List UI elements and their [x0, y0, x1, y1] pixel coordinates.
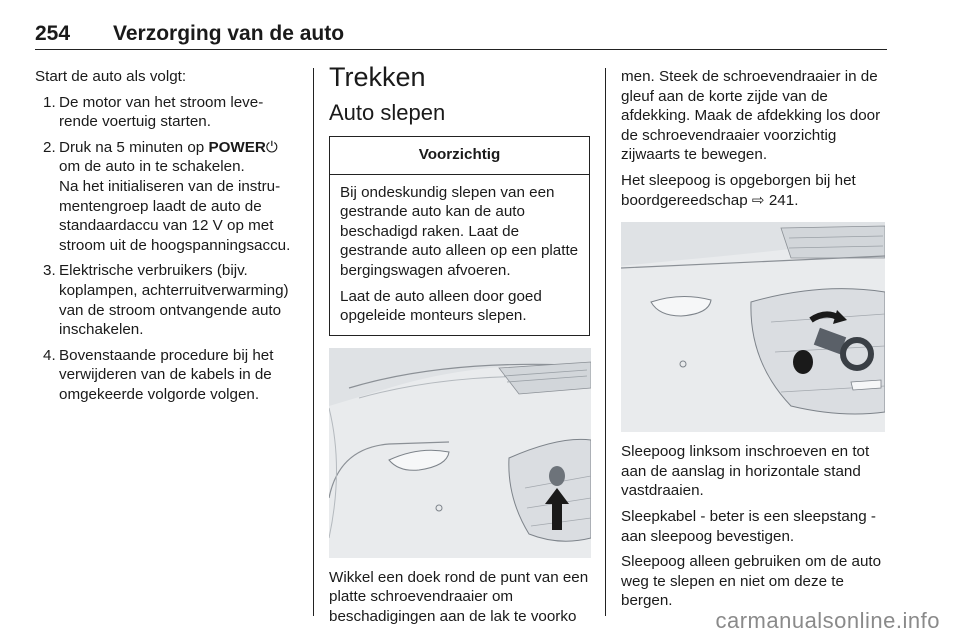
power-label: POWER	[208, 138, 266, 156]
page-number: 254	[35, 22, 71, 45]
tow-eye-illustration	[621, 222, 885, 432]
step-text: De motor van het stroom leverende voertuig starten.	[59, 93, 264, 131]
page-title: Verzorging van de auto	[113, 22, 345, 45]
column-3	[621, 67, 887, 611]
power-icon: ⏻	[265, 138, 278, 156]
intro-text: Start de auto als volgt:	[35, 68, 187, 85]
continuation-text: men. Steek de schroevendraaier in de gleuf aan de korte zijde van de afdekking. Maak de afdekking los door de schroevendraaier voorzichtig zijwaarts te bewegen.	[621, 68, 881, 164]
tow-eye-text: Het sleepoog is opgeborgen bij het boordgereedschap	[621, 171, 856, 209]
subsection-title: Auto slepen	[329, 100, 446, 125]
step-text-part: om de auto in te schakelen.	[59, 158, 245, 176]
column-divider-left	[313, 68, 314, 616]
step-text: Elektrische verbruikers (bijv. koplampen, achterruitverwarming) van de stroom ontvangende auto inschakelen.	[59, 262, 289, 339]
section-title: Trekken	[329, 62, 426, 92]
instruction-paragraph: Sleepkabel - beter is een sleepstang - aan sleepoog bevestigen.	[621, 507, 876, 545]
instruction-paragraph: Sleepoog alleen gebruiken om de auto weg te slepen en niet om deze te bergen.	[621, 553, 882, 610]
step-number: 3.	[43, 262, 56, 280]
list-item	[35, 346, 297, 405]
caution-title: Voorzichtig	[330, 137, 589, 175]
step-note: Na het initialiseren van de instrumentengroep laadt de auto de standaardaccu van 12 V op met stroom uit de hoogspanningsaccu.	[59, 177, 291, 254]
column-1	[35, 67, 297, 405]
caution-body	[330, 175, 589, 335]
step-text	[59, 138, 297, 177]
body-text: Wikkel een doek rond de punt van een platte schroevendraaier om beschadigingen aan de lak te voorko	[329, 568, 589, 625]
steps-list	[35, 93, 297, 405]
tow-eye-location-text: Het sleepoog is opgeborgen bij het boordgereedschap ⇨ 241.	[621, 171, 856, 209]
header-rule	[35, 49, 887, 50]
step-number: 1.	[43, 93, 56, 111]
caution-paragraph: Laat de auto alleen door goed opgeleide monteurs slepen.	[340, 287, 542, 325]
list-item	[35, 138, 297, 256]
page-reference[interactable]: 241	[768, 191, 795, 209]
step-number: 4.	[43, 346, 56, 364]
column-divider-right	[605, 68, 606, 616]
watermark: carmanualsonline.info	[715, 608, 940, 633]
step-text: Bovenstaande procedure bij het verwijderen van de kabels in de omgekeerde volgorde volgen.	[59, 346, 274, 403]
column-2	[329, 60, 591, 627]
list-item	[35, 261, 297, 339]
list-item	[35, 93, 297, 132]
step-text-part: Druk na 5 minuten op	[59, 138, 209, 156]
caution-paragraph: Bij ondeskundig slepen van een gestrande auto kan de auto beschadigd raken. Laat de gestrande auto alleen op een platte bergingswagen afvoeren.	[340, 183, 579, 279]
step-number: 2.	[43, 138, 56, 156]
instruction-paragraph: Sleepoog linksom inschroeven en tot aan de aanslag in horizontale stand vastdraaien.	[621, 443, 870, 500]
bumper-cover-illustration	[329, 348, 591, 558]
caution-box	[329, 136, 590, 336]
page-reference-icon: ⇨	[751, 191, 765, 209]
